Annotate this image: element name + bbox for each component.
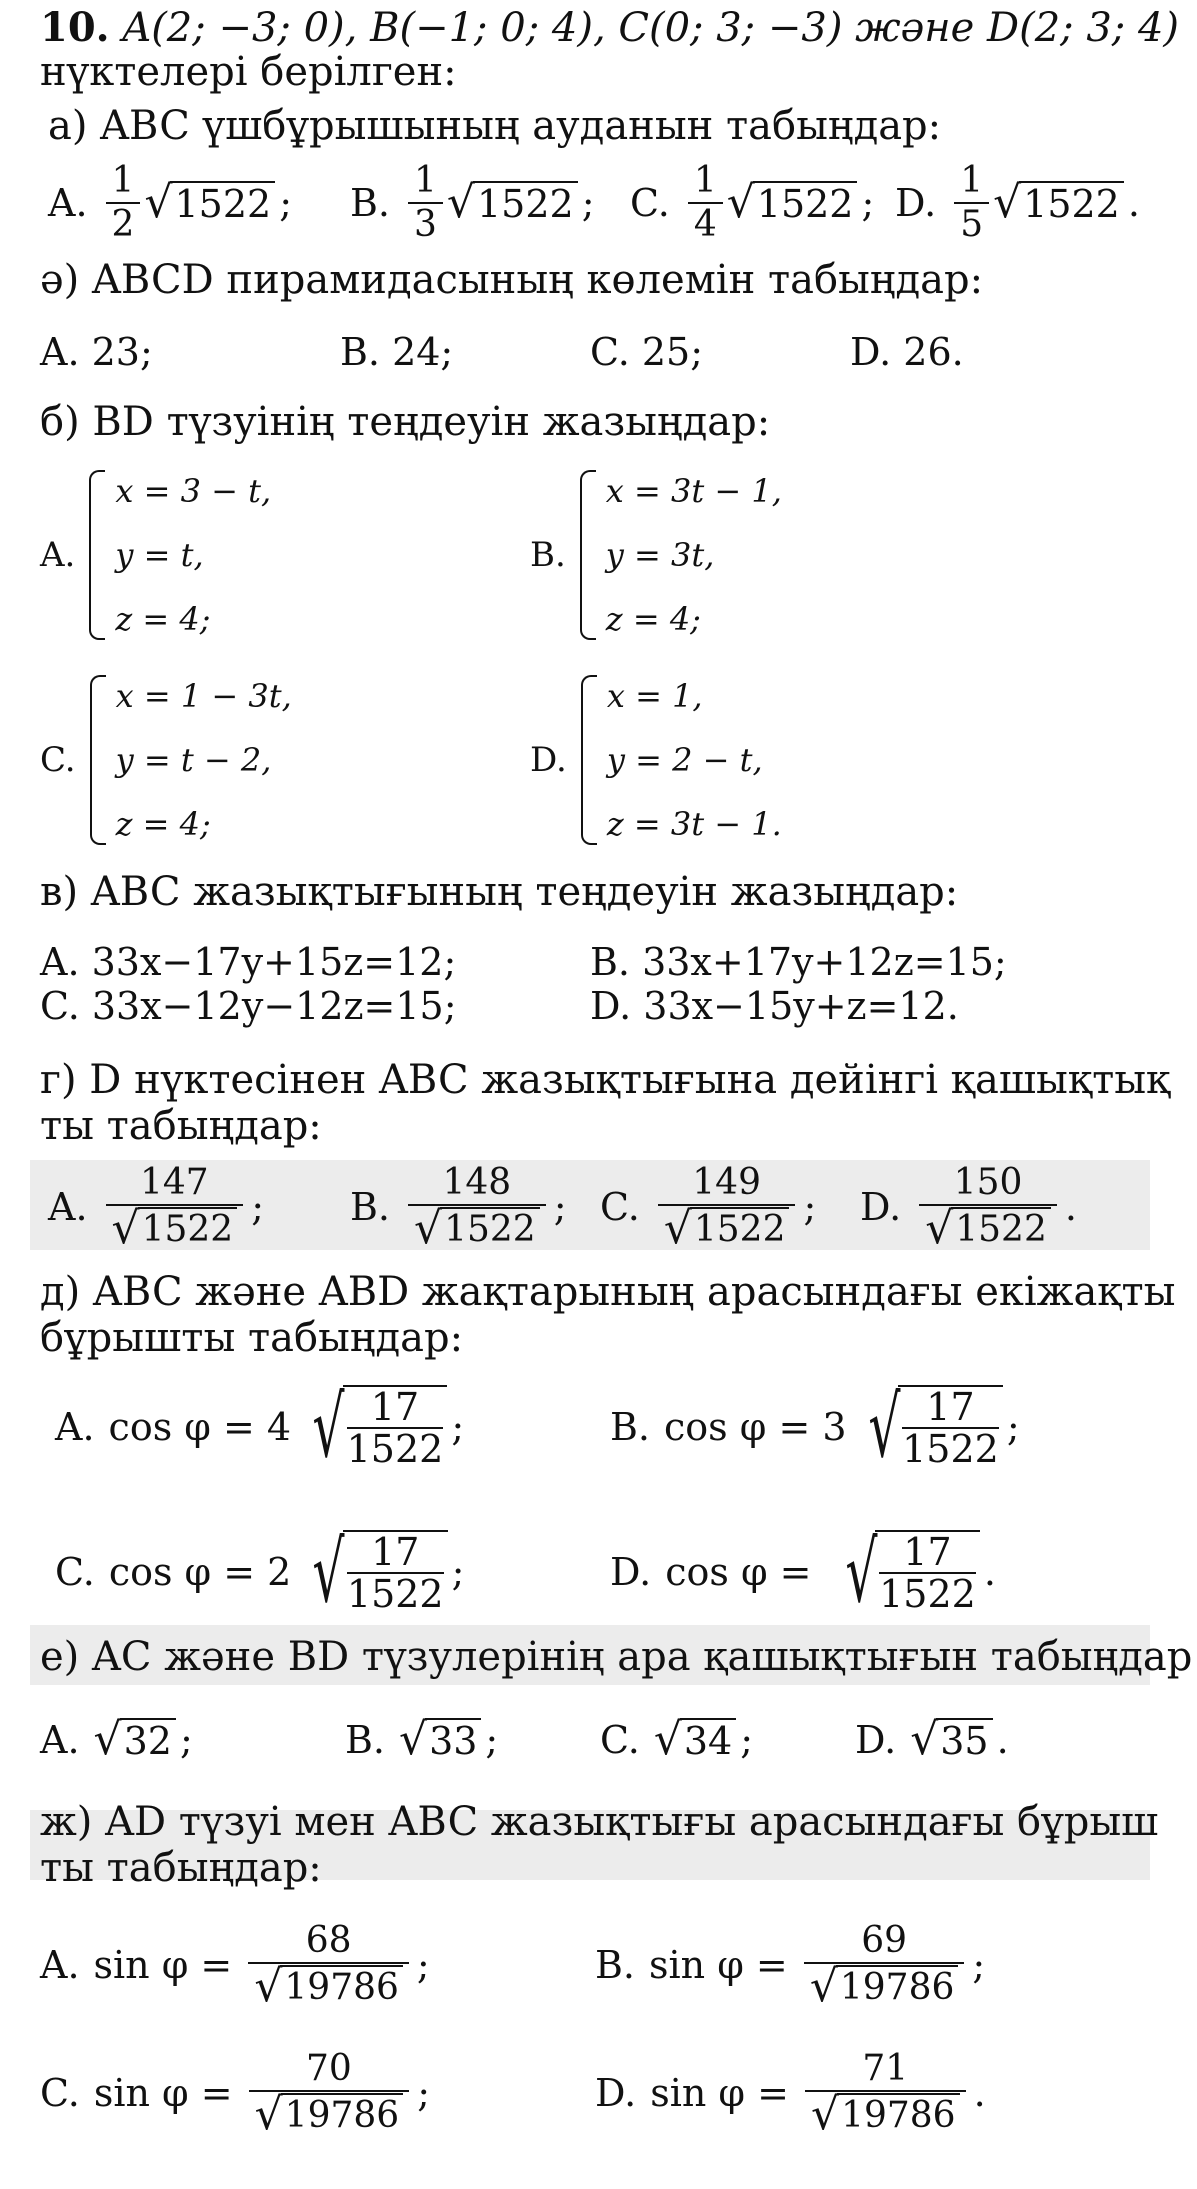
fraction — [919, 1162, 1057, 1254]
section-a-title — [48, 104, 941, 148]
option-end: . — [1127, 181, 1140, 225]
option-letter: D. — [530, 740, 567, 780]
section-label: д) — [40, 1269, 81, 1315]
fraction — [106, 160, 141, 246]
radicand: 19786 — [837, 2093, 960, 2137]
radicand: 1522 — [138, 1207, 238, 1251]
equation-x: x = 1, — [606, 677, 703, 715]
fraction-numerator: 68 — [305, 1920, 352, 1961]
option-end: . — [996, 1718, 1009, 1762]
fraction-denominator: √ 1522 — [408, 1204, 546, 1251]
option-end: ; — [861, 181, 875, 225]
fraction-denominator: 2 — [106, 202, 141, 246]
option-letter: B. — [530, 535, 566, 575]
fraction — [688, 160, 723, 246]
option-ae-C: C. 25; — [590, 330, 704, 374]
option-g-D — [860, 1162, 1077, 1254]
option-lhs: sin φ = — [93, 2070, 245, 2115]
section-text: ABC және ABD жақтарының арасындағы екіжақты — [92, 1269, 1176, 1315]
option-d-D — [610, 1523, 996, 1621]
section-text: ABC үшбұрышының ауданын табыңдар: — [100, 103, 942, 149]
option-g-B — [350, 1162, 567, 1254]
option-letter: A. — [48, 181, 88, 225]
fraction — [408, 160, 443, 246]
square-root: √ 1522 — [727, 181, 858, 225]
option-a-D — [895, 160, 1140, 246]
option-end: ; — [1006, 1405, 1020, 1449]
section-zh-title-cont: ты табыңдар: — [40, 1845, 322, 1891]
section-ae-title — [40, 258, 983, 302]
option-e-A — [40, 1714, 193, 1765]
option-zh-D — [595, 2048, 986, 2140]
option-letter: A. — [40, 1942, 80, 1987]
radicand: 19786 — [281, 2093, 404, 2137]
option-end: . — [983, 1550, 996, 1594]
option-a-B — [350, 160, 595, 246]
square-root: √ 33 — [399, 1718, 481, 1762]
option-letter: B. — [345, 1718, 386, 1762]
radicand: 33 — [425, 1718, 481, 1762]
fraction-numerator: 17 — [903, 1530, 952, 1574]
option-zh-C — [40, 2048, 431, 2140]
option-lhs: sin φ = — [93, 1942, 245, 1987]
problem-header — [40, 6, 1179, 50]
option-letter: B. — [610, 1405, 651, 1449]
option-g-A — [48, 1162, 265, 1254]
option-lhs: cos φ = — [665, 1550, 824, 1594]
option-letter: C. — [600, 1718, 640, 1762]
radicand: 32 — [120, 1718, 176, 1762]
fraction-numerator: 69 — [861, 1920, 908, 1961]
section-text: ABCD пирамидасының көлемін табыңдар: — [92, 257, 984, 303]
option-letter: C. — [40, 2070, 80, 2115]
fraction-denominator: 5 — [954, 202, 989, 246]
option-end: ; — [972, 1942, 986, 1987]
fraction-denominator: 1522 — [346, 1572, 444, 1616]
radicand: 1522 — [753, 181, 858, 225]
fraction — [248, 1920, 409, 2012]
option-end: ; — [251, 1184, 265, 1229]
option-end: ; — [179, 1718, 193, 1762]
option-end: ; — [553, 1184, 567, 1229]
equation-y: y = t, — [115, 536, 204, 574]
section-g-title-cont: ты табыңдар: — [40, 1103, 322, 1149]
fraction-denominator: 3 — [408, 202, 443, 246]
equation-system — [116, 677, 292, 843]
section-text: D нүктесінен ABC жазықтығына дейінгі қашықтық — [89, 1057, 1171, 1103]
equation-system — [606, 472, 782, 638]
given-line2: нүктелері берілген: — [40, 49, 457, 95]
fraction-denominator: 1522 — [902, 1427, 999, 1471]
equation-x: x = 3t − 1, — [605, 472, 782, 510]
option-end: ; — [279, 181, 293, 225]
option-b-D — [530, 675, 782, 845]
radicand: 1522 — [1019, 181, 1124, 225]
square-root: √ 32 — [94, 1718, 176, 1762]
fraction-denominator: 4 — [688, 202, 723, 246]
equation-z: z = 4; — [115, 600, 211, 638]
option-letter: A. — [40, 1718, 80, 1762]
option-letter: C. — [600, 1184, 640, 1229]
option-end: ; — [451, 1550, 465, 1594]
fraction-denominator: 1522 — [346, 1427, 444, 1471]
option-letter: D. — [855, 1718, 897, 1762]
section-d-title — [40, 1270, 1176, 1314]
section-text: AC және BD түзулерінің ара қашықтығын табыңдар — [92, 1634, 1193, 1680]
option-zh-A — [40, 1920, 430, 2012]
option-b-B — [530, 470, 782, 640]
option-lhs: sin φ = — [650, 2070, 802, 2115]
option-g-C — [600, 1162, 817, 1254]
fraction — [954, 160, 989, 246]
radicand: 1522 — [690, 1207, 790, 1251]
fraction-numerator: 1 — [693, 160, 717, 201]
section-v-title — [40, 870, 958, 914]
fraction-denominator: √ 19786 — [248, 1962, 409, 2009]
given-points: A(2; −3; 0), B(−1; 0; 4), C(0; 3; −3) және D(2; 3; 4) — [122, 5, 1180, 51]
option-a-C — [630, 160, 874, 246]
fraction-denominator: √ 1522 — [658, 1204, 796, 1251]
equation-x: x = 1 − 3t, — [115, 677, 292, 715]
fraction-numerator: 17 — [370, 1385, 420, 1429]
fraction — [408, 1162, 546, 1254]
option-letter: B. — [350, 1184, 391, 1229]
option-v-B: B. 33x+17y+12z=15; — [590, 940, 1007, 984]
equation-x: x = 3 − t, — [115, 472, 272, 510]
fraction-numerator: 1 — [414, 160, 437, 201]
section-zh-title — [40, 1800, 1158, 1844]
radicand: 35 — [936, 1718, 992, 1762]
option-v-C: C. 33x−12y−12z=15; — [40, 984, 457, 1028]
brace — [580, 470, 596, 640]
section-e-title — [40, 1635, 1192, 1679]
equation-y: y = 2 − t, — [606, 741, 763, 779]
fraction-denominator: 1522 — [879, 1572, 976, 1616]
coefficient: 4 — [266, 1405, 292, 1449]
option-d-B — [610, 1378, 1020, 1476]
section-text: BD түзуінің теңдеуін жазыңдар: — [92, 399, 771, 445]
square-root: √ 1522 — [144, 181, 275, 225]
section-label: а) — [48, 103, 88, 149]
coefficient: 3 — [822, 1405, 847, 1449]
radicand: 19786 — [836, 1965, 959, 2009]
fraction-denominator: √ 19786 — [804, 1962, 965, 2009]
option-letter: D. — [860, 1184, 902, 1229]
option-end: . — [1064, 1184, 1077, 1229]
option-letter: A. — [55, 1405, 95, 1449]
brace — [89, 470, 105, 640]
option-letter: D. — [610, 1550, 652, 1594]
fraction-numerator: 1 — [111, 160, 135, 201]
equation-system — [115, 472, 271, 638]
section-label: в) — [40, 869, 79, 915]
radicand: 1522 — [951, 1207, 1051, 1251]
option-b-A — [40, 470, 271, 640]
option-b-C — [40, 675, 292, 845]
option-letter: B. — [350, 181, 391, 225]
fraction-numerator: 71 — [862, 2048, 909, 2089]
radicand: 34 — [680, 1718, 736, 1762]
equation-z: z = 4; — [605, 600, 701, 638]
option-letter: C. — [630, 181, 670, 225]
equation-system — [607, 677, 782, 843]
option-end: . — [973, 2070, 986, 2115]
option-letter: C. — [55, 1550, 95, 1594]
option-lhs: cos φ = — [108, 1405, 267, 1449]
section-d-title-cont: бұрышты табыңдар: — [40, 1315, 464, 1361]
option-letter: B. — [595, 1942, 636, 1987]
option-end: ; — [417, 2070, 431, 2115]
brace — [90, 675, 106, 845]
option-letter: A. — [48, 1184, 88, 1229]
brace — [581, 675, 597, 845]
square-root: √ $\frac{17}{1522}$ — [847, 1385, 1003, 1469]
radicand: 1522 — [440, 1207, 540, 1251]
option-a-A — [48, 160, 292, 246]
option-letter: A. — [40, 535, 76, 575]
problem-number: 10. — [40, 4, 110, 51]
fraction-denominator: √ 1522 — [106, 1204, 244, 1251]
option-v-A: A. 33x−17y+15z=12; — [40, 940, 457, 984]
radicand: 1522 — [473, 181, 578, 225]
option-end: ; — [416, 1942, 430, 1987]
fraction — [804, 1920, 965, 2012]
option-d-A — [55, 1378, 465, 1476]
section-text: ABC жазықтығының теңдеуін жазыңдар: — [90, 869, 959, 915]
section-b-title — [40, 400, 770, 444]
section-text: AD түзуі мен ABC жазықтығы арасындағы бұрыш — [105, 1799, 1159, 1845]
fraction-denominator: √ 19786 — [805, 2090, 966, 2137]
option-end: ; — [451, 1405, 465, 1449]
square-root: √ $\frac{17}{1522}$ — [824, 1530, 980, 1614]
fraction-numerator: 1 — [960, 160, 984, 201]
fraction-numerator: 150 — [953, 1162, 1023, 1203]
section-label: е) — [40, 1634, 80, 1680]
fraction — [106, 1162, 244, 1254]
fraction-denominator: √ 19786 — [249, 2090, 410, 2137]
option-letter: C. — [40, 740, 76, 780]
radicand: 19786 — [280, 1965, 403, 2009]
option-e-D — [855, 1714, 1009, 1765]
section-g-title — [40, 1058, 1170, 1102]
equation-z: z = 4; — [115, 805, 211, 843]
option-lhs: cos φ = — [664, 1405, 823, 1449]
option-lhs: sin φ = — [649, 1942, 800, 1987]
option-end: ; — [581, 181, 595, 225]
fraction-numerator: 70 — [306, 2048, 352, 2089]
square-root: √ 1522 — [993, 181, 1124, 225]
section-label: б) — [40, 399, 80, 445]
option-e-C — [600, 1714, 754, 1765]
option-d-C — [55, 1523, 465, 1621]
option-ae-B: B. 24; — [340, 330, 454, 374]
square-root: √ 1522 — [447, 181, 578, 225]
option-end: ; — [803, 1184, 817, 1229]
option-letter: D. — [595, 2070, 637, 2115]
square-root: √ 34 — [654, 1718, 736, 1762]
fraction-numerator: 147 — [140, 1162, 209, 1203]
fraction — [658, 1162, 796, 1254]
option-e-B — [345, 1714, 499, 1765]
equation-y: y = t − 2, — [115, 741, 272, 779]
option-end: ; — [740, 1718, 754, 1762]
option-v-D: D. 33x−15y+z=12. — [590, 984, 959, 1028]
square-root: √ $\frac{17}{1522}$ — [291, 1530, 447, 1614]
section-label: ж) — [40, 1799, 93, 1845]
option-lhs: cos φ = — [108, 1550, 268, 1594]
option-ae-D: D. 26. — [850, 330, 964, 374]
fraction — [805, 2048, 966, 2140]
section-label: ә) — [40, 257, 80, 303]
fraction-denominator: √ 1522 — [919, 1204, 1057, 1251]
square-root: √ $\frac{17}{1522}$ — [291, 1385, 447, 1469]
fraction-numerator: 148 — [442, 1162, 512, 1203]
option-ae-A: A. 23; — [40, 330, 153, 374]
square-root: √ 35 — [910, 1718, 992, 1762]
option-end: ; — [485, 1718, 499, 1762]
coefficient: 2 — [267, 1550, 292, 1594]
equation-z: z = 3t − 1. — [606, 805, 782, 843]
equation-y: y = 3t, — [605, 536, 715, 574]
option-letter: D. — [895, 181, 937, 225]
fraction — [249, 2048, 410, 2140]
section-label: г) — [40, 1057, 77, 1103]
radicand: 1522 — [170, 181, 275, 225]
fraction-numerator: 17 — [926, 1385, 975, 1429]
option-zh-B — [595, 1920, 986, 2012]
fraction-numerator: 149 — [692, 1162, 761, 1203]
fraction-numerator: 17 — [371, 1530, 420, 1574]
